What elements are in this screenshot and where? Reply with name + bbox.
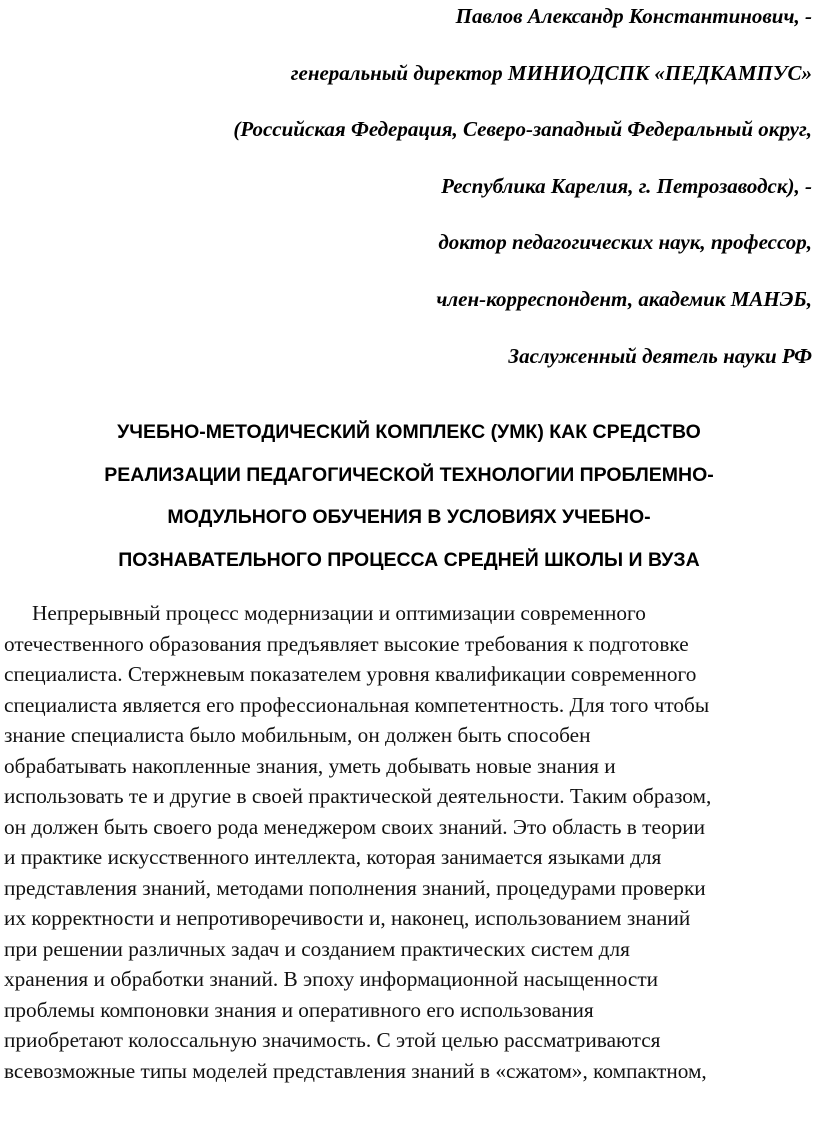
body-line: специалиста. Стержневым показателем уровня квалификации современного [4,662,697,686]
body-line: знание специалиста было мобильным, он должен быть способен [4,723,591,747]
title-line: РЕАЛИЗАЦИИ ПЕДАГОГИЧЕСКОЙ ТЕХНОЛОГИИ ПРОБЛЕМНО- [104,463,714,486]
body-line: их корректности и непротиворечивости и, наконец, использованием знаний [4,906,691,930]
author-location: Республика Карелия, г. Петрозаводск), - [441,173,812,198]
author-location: (Российская Федерация, Северо-западный Федеральный округ, [233,117,812,142]
body-line: приобретают колоссальную значимость. С этой целью рассматриваются [4,1028,661,1052]
title-line: ПОЗНАВАТЕЛЬНОГО ПРОЦЕССА СРЕДНЕЙ ШКОЛЫ И ВУЗА [118,549,700,572]
body-line: использовать те и другие в своей практической деятельности. Таким образом, [4,784,712,808]
body-line: обрабатывать накопленные знания, уметь добывать новые знания и [4,753,616,778]
body-line: хранения и обработки знаний. В эпоху информационной насыщенности [4,967,659,991]
body-line: Непрерывный процесс модернизации и оптимизации современного [32,601,646,625]
author-position: генеральный директор МИНИОДСПК «ПЕДКАМПУС» [290,60,812,85]
author-info [32,4,812,400]
article-title [6,420,812,591]
body-line: специалиста является его профессиональная компетентность. Для того чтобы [4,692,710,717]
author-membership: член-корреспондент, академик МАНЭБ, [436,286,812,311]
body-line: он должен быть своего рода менеджером своих знаний. Это область в теории [4,814,706,839]
title-line: УЧЕБНО-МЕТОДИЧЕСКИЙ КОМПЛЕКС (УМК) КАК СРЕДСТВО [117,421,701,443]
author-honor: Заслуженный деятель науки РФ [508,343,812,368]
body-line: и практике искусственного интеллекта, которая занимается языками для [4,845,662,869]
title-line: МОДУЛЬНОГО ОБУЧЕНИЯ В УСЛОВИЯХ УЧЕБНО- [167,506,651,529]
body-paragraph [4,598,812,1086]
body-line: всевозможные типы моделей представления знаний в «сжатом», компактном, [4,1058,707,1083]
body-line: представления знаний, методами пополнения знаний, процедурами проверки [4,875,706,900]
author-degree: доктор педагогических наук, профессор, [438,230,812,255]
author-name: Павлов Александр Константинович, - [455,4,812,28]
body-line: проблемы компоновки знания и оперативного его использования [4,997,594,1022]
body-line: отечественного образования предъявляет высокие требования к подготовке [4,631,689,656]
body-line: при решении различных задач и созданием практических систем для [4,936,630,961]
